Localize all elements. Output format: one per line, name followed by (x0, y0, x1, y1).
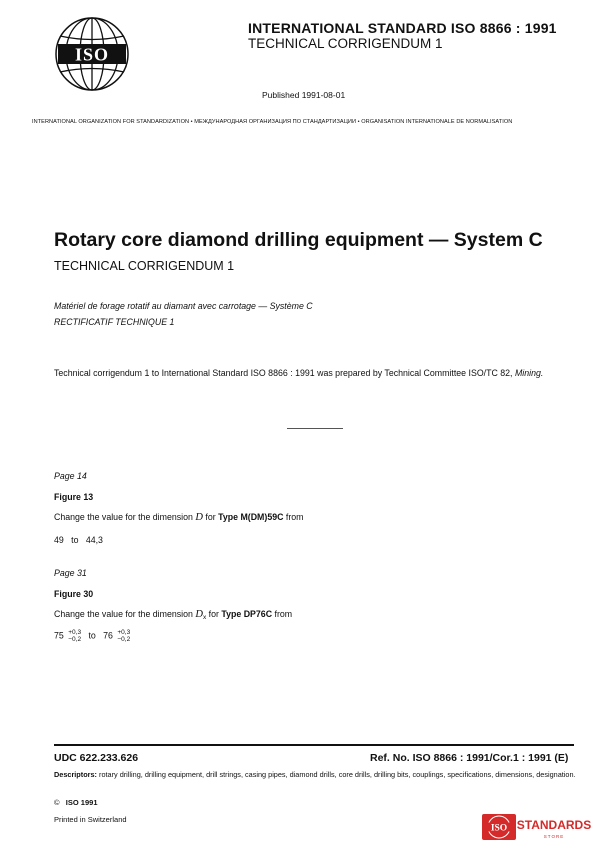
copyright-symbol: © (54, 798, 60, 807)
correction-2-old-tolerance (68, 629, 81, 643)
correction-2-instruction (54, 609, 292, 621)
copyright-text: ISO 1991 (65, 798, 98, 807)
correction-2-old-value: 75 (54, 630, 64, 641)
correction-1-old-value: 49 (54, 535, 64, 545)
correction-1-instruction (54, 512, 304, 523)
french-title: Matériel de forage rotatif au diamant avec carrotage — Système C (54, 301, 313, 311)
correction-2-new-tol-upper: +0,3 (117, 629, 131, 636)
correction-1-to: to (71, 535, 79, 545)
intro-text: Technical corrigendum 1 to International Standard ISO 8866 : 1991 was prepared by Technical Committee ISO/TC 82, (54, 368, 513, 378)
correction-2-new-tol-lower: −0,2 (117, 636, 131, 643)
footer-rule (54, 744, 574, 746)
corrigendum-label: TECHNICAL CORRIGENDUM 1 (248, 36, 443, 51)
correction-2-to: to (88, 630, 96, 641)
iso-logo-text: ISO (74, 44, 110, 65)
intro-paragraph (54, 368, 543, 378)
correction-1-figure: Figure 13 (54, 492, 94, 502)
correction-2-new-value: 76 (103, 630, 113, 641)
correction-1-type: Type M(DM)59C (218, 512, 284, 522)
correction-2-type: Type DP76C (221, 609, 273, 619)
correction-2-prefix: Change the value for the dimension (54, 609, 193, 619)
organization-names: INTERNATIONAL ORGANIZATION FOR STANDARDIZATION • МЕЖДУНАРОДНАЯ ОРГАНИЗАЦИЯ ПО СТАНДАРТИЗАЦИИ • ORGANISATION INTERNATIONALE DE NORMALISATION (32, 119, 513, 125)
published-date: Published 1991-08-01 (262, 90, 346, 100)
badge-store-text: STORE (543, 834, 565, 839)
document-title: Rotary core diamond drilling equipment — System C (54, 229, 543, 251)
correction-1-values (54, 535, 103, 545)
descriptors-label: Descriptors: (54, 770, 97, 779)
correction-2-values (54, 629, 130, 643)
correction-1-prefix: Change the value for the dimension (54, 512, 193, 522)
correction-2-old-tol-upper: +0,3 (68, 629, 82, 636)
correction-1-from: from (285, 512, 304, 522)
correction-2-dimension: D (195, 609, 203, 620)
udc-code: UDC 622.233.626 (54, 752, 139, 764)
correction-2-dimension-sub: x (202, 614, 207, 621)
standards-store-badge (482, 812, 592, 842)
printed-location: Printed in Switzerland (54, 815, 127, 824)
correction-2-from: from (274, 609, 293, 619)
correction-1-page: Page 14 (54, 471, 87, 481)
correction-2-for: for (208, 609, 219, 619)
correction-1-new-value: 44,3 (85, 535, 103, 545)
french-subtitle: RECTIFICATIF TECHNIQUE 1 (54, 317, 175, 327)
standard-title: INTERNATIONAL STANDARD ISO 8866 : 1991 (248, 20, 557, 36)
document-subtitle: TECHNICAL CORRIGENDUM 1 (54, 259, 235, 273)
iso-logo (54, 16, 130, 92)
badge-logo-text: ISO (490, 823, 508, 834)
correction-2-old-tol-lower: −0,2 (68, 636, 82, 643)
badge-standards-text: STANDARDS (516, 818, 592, 832)
intro-committee: Mining. (514, 368, 544, 378)
correction-2-new-tolerance (117, 629, 130, 643)
correction-1-for: for (205, 512, 216, 522)
section-divider (287, 428, 343, 429)
correction-2-figure: Figure 30 (54, 589, 94, 599)
copyright (54, 798, 98, 807)
descriptors (54, 769, 576, 781)
correction-2-page: Page 31 (54, 568, 87, 578)
correction-1-dimension: D (195, 512, 203, 523)
reference-number: Ref. No. ISO 8866 : 1991/Cor.1 : 1991 (E) (370, 752, 569, 764)
descriptors-text: rotary drilling, drilling equipment, drill strings, casing pipes, diamond drills, core drills, drilling bits, couplings, specifications, dimensions, designation. (99, 770, 576, 779)
